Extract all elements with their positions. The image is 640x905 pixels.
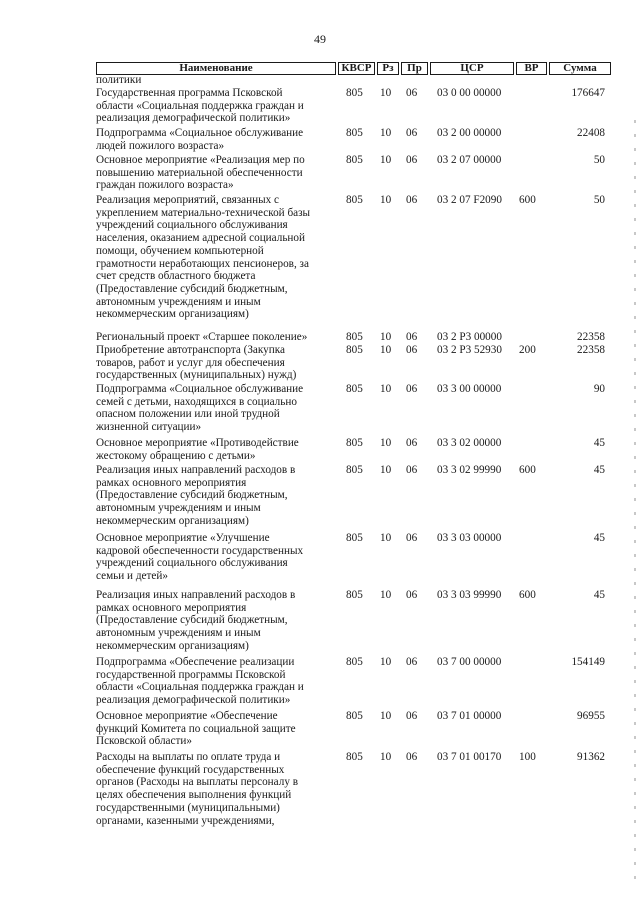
row-csr: 03 2 P3 00000: [437, 331, 502, 343]
row-name: Реализация иных направлений расходов в рамках основного мероприятия (Предоставление субсидий бюджетным, автономным учреждениям и иным некоммерческим организациям): [96, 464, 296, 527]
row-name: Расходы на выплаты по оплате труда и обеспечение функций государственных органов (Расходы на выплаты персоналу в целях обеспечения выполнения функций государственными (муниципальными) органами, казенными учреждениями,: [96, 751, 298, 827]
row-csr: 03 2 07 F2090: [437, 194, 502, 206]
row-pr: 06: [406, 344, 418, 356]
row-kvsr: 805: [346, 383, 363, 395]
row-pr: 06: [406, 331, 418, 343]
row-rz: 10: [380, 154, 392, 166]
row-sum: 45: [593, 464, 605, 476]
row-csr: 03 3 03 99990: [437, 589, 502, 601]
row-sum: 45: [593, 532, 605, 544]
row-name: Приобретение автотранспорта (Закупка товаров, работ и услуг для обеспечения государственных (муниципальных) нужд): [96, 344, 297, 382]
row-csr: 03 3 02 99990: [437, 464, 502, 476]
row-csr: 03 3 00 00000: [437, 383, 502, 395]
row-name: Основное мероприятие «Противодействие жестокому обращению с детьми»: [96, 437, 299, 462]
row-rz: 10: [380, 87, 392, 99]
row-sum: 176647: [571, 87, 605, 99]
row-pr: 06: [406, 464, 418, 476]
row-rz: 10: [380, 656, 392, 668]
row-rz: 10: [380, 710, 392, 722]
page-number: 49: [314, 32, 326, 46]
row-pr: 06: [406, 194, 418, 206]
row-name: Региональный проект «Старшее поколение»: [96, 331, 308, 343]
row-sum: 91362: [577, 751, 605, 763]
row-kvsr: 805: [346, 464, 363, 476]
row-csr: 03 3 02 00000: [437, 437, 502, 449]
row-kvsr: 805: [346, 154, 363, 166]
row-sum: 22358: [577, 331, 605, 343]
row-kvsr: 805: [346, 331, 363, 343]
row-pr: 06: [406, 127, 418, 139]
row-sum: 45: [593, 437, 605, 449]
row-rz: 10: [380, 464, 392, 476]
row-csr: 03 7 01 00170: [437, 751, 502, 763]
header-vr: ВР: [516, 62, 547, 75]
row-name: Основное мероприятие «Реализация мер по повышению материальной обеспеченности граждан пожилого возраста»: [96, 154, 305, 192]
scan-edge-artifact: [634, 120, 636, 880]
row-csr: 03 2 00 00000: [437, 127, 502, 139]
row-rz: 10: [380, 751, 392, 763]
row-sum: 45: [593, 589, 605, 601]
row-name: Реализация мероприятий, связанных с укреплением материально-технической базы учреждений социального обслуживания населения, оказанием адресной социальной помощи, обучением компьютерной грамотности неработающих пенсионеров, за счет средств областного бюджета (Предоставление субсидий бюджетным, автономным учреждениям и иным некоммерческим организациям): [96, 194, 311, 321]
row-kvsr: 805: [346, 437, 363, 449]
row-sum: 96955: [577, 710, 605, 722]
row-pr: 06: [406, 656, 418, 668]
row-kvsr: 805: [346, 344, 363, 356]
header-pr: Пр: [401, 62, 428, 75]
row-name: Основное мероприятие «Обеспечение функций Комитета по социальной защите Псковской области»: [96, 710, 296, 748]
row-name: Реализация иных направлений расходов в рамках основного мероприятия (Предоставление субсидий бюджетным, автономным учреждениям и иным некоммерческим организациям): [96, 589, 296, 652]
row-rz: 10: [380, 589, 392, 601]
row-csr: 03 0 00 00000: [437, 87, 502, 99]
row-name: политики: [96, 74, 142, 86]
header-kvsr: КВСР: [338, 62, 375, 75]
row-csr: 03 2 07 00000: [437, 154, 502, 166]
row-vr: 600: [519, 194, 536, 206]
row-kvsr: 805: [346, 656, 363, 668]
row-csr: 03 7 00 00000: [437, 656, 502, 668]
header-rz: Рз: [377, 62, 399, 75]
row-sum: 22408: [577, 127, 605, 139]
row-pr: 06: [406, 383, 418, 395]
row-kvsr: 805: [346, 710, 363, 722]
row-kvsr: 805: [346, 87, 363, 99]
row-rz: 10: [380, 532, 392, 544]
row-rz: 10: [380, 437, 392, 449]
row-pr: 06: [406, 87, 418, 99]
row-rz: 10: [380, 383, 392, 395]
row-pr: 06: [406, 437, 418, 449]
row-rz: 10: [380, 127, 392, 139]
row-csr: 03 2 P3 52930: [437, 344, 502, 356]
row-name: Подпрограмма «Обеспечение реализации государственной программы Псковской области «Социальная поддержка граждан и реализация демографической политики»: [96, 656, 304, 707]
row-pr: 06: [406, 532, 418, 544]
header-sum: Сумма: [549, 62, 611, 75]
header-csr: ЦСР: [430, 62, 514, 75]
row-sum: 22358: [577, 344, 605, 356]
row-name: Подпрограмма «Социальное обслуживание семей с детьми, находящихся в социально опасном положении или иной трудной жизненной ситуации»: [96, 383, 304, 434]
row-kvsr: 805: [346, 751, 363, 763]
row-kvsr: 805: [346, 194, 363, 206]
header-name: Наименование: [96, 62, 336, 75]
row-kvsr: 805: [346, 532, 363, 544]
row-csr: 03 3 03 00000: [437, 532, 502, 544]
row-sum: 90: [593, 383, 605, 395]
row-name: Государственная программа Псковской области «Социальная поддержка граждан и реализация демографической политики»: [96, 87, 304, 125]
row-pr: 06: [406, 710, 418, 722]
row-pr: 06: [406, 154, 418, 166]
row-sum: 154149: [571, 656, 605, 668]
row-pr: 06: [406, 589, 418, 601]
row-vr: 100: [519, 751, 536, 763]
row-csr: 03 7 01 00000: [437, 710, 502, 722]
row-rz: 10: [380, 344, 392, 356]
row-vr: 600: [519, 589, 536, 601]
row-sum: 50: [593, 154, 605, 166]
row-vr: 200: [519, 344, 536, 356]
row-kvsr: 805: [346, 127, 363, 139]
row-name: Подпрограмма «Социальное обслуживание людей пожилого возраста»: [96, 127, 304, 152]
row-name: Основное мероприятие «Улучшение кадровой обеспеченности государственных учреждений социального обслуживания семьи и детей»: [96, 532, 304, 583]
row-pr: 06: [406, 751, 418, 763]
row-vr: 600: [519, 464, 536, 476]
row-rz: 10: [380, 194, 392, 206]
row-kvsr: 805: [346, 589, 363, 601]
row-sum: 50: [593, 194, 605, 206]
row-rz: 10: [380, 331, 392, 343]
